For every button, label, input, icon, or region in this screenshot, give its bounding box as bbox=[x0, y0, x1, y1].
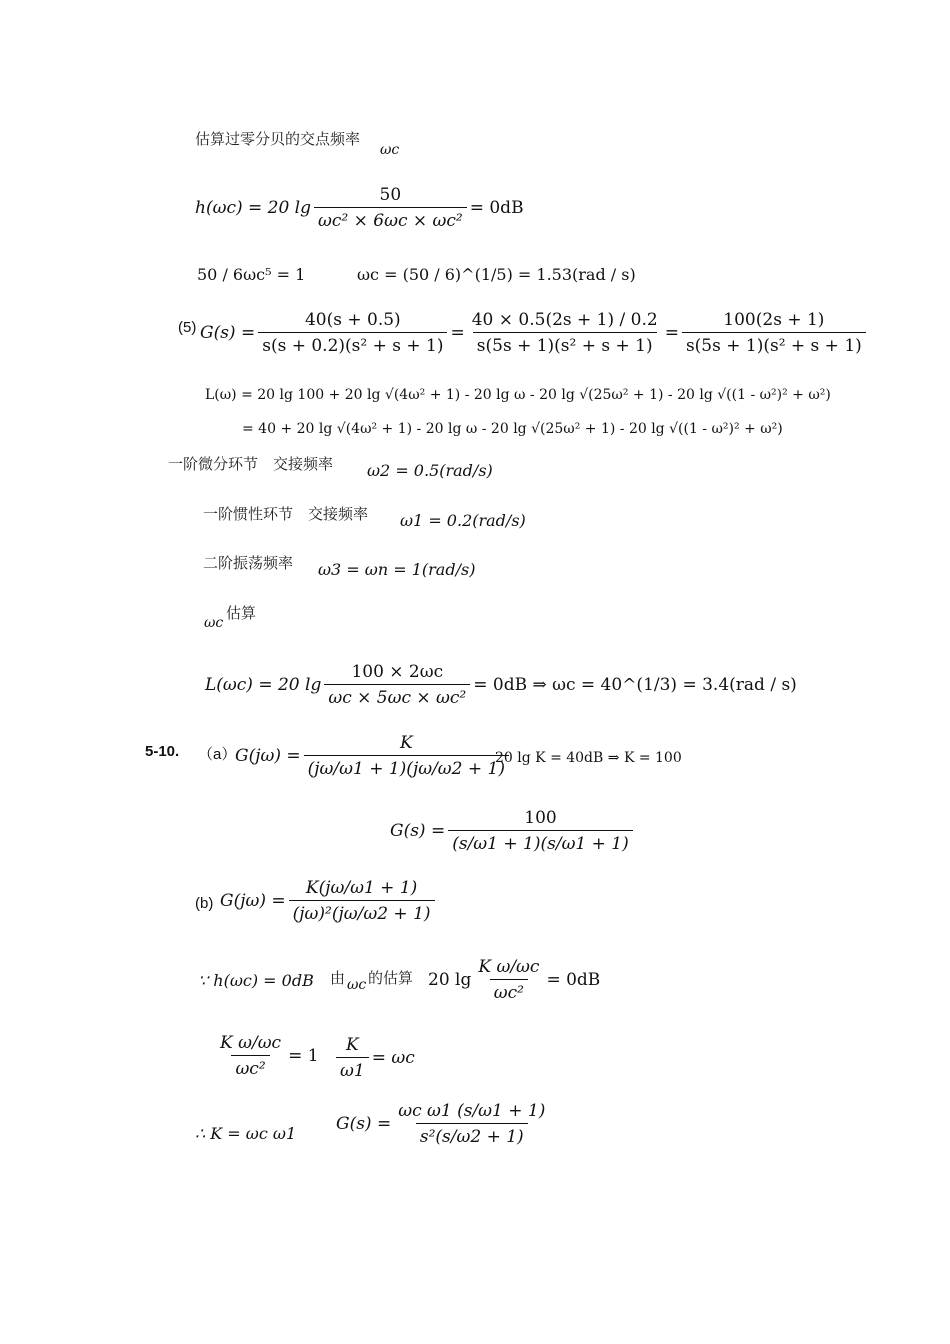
gs-a-denominator: (s/ω1 + 1)(s/ω1 + 1) bbox=[448, 830, 633, 854]
gb-numerator: K(jω/ω1 + 1) bbox=[305, 878, 418, 898]
ratio2-numerator: K ω/ωc bbox=[220, 1033, 282, 1053]
ga-numerator: K bbox=[399, 733, 413, 753]
g5-fraction-3 bbox=[682, 310, 866, 356]
lc-lhs: L(ωc) = 20 lg bbox=[205, 675, 322, 695]
h-fraction bbox=[314, 185, 467, 231]
ga-fraction bbox=[304, 733, 509, 779]
omega-1-equation: ω1 = 0.2(rad/s) bbox=[400, 511, 526, 530]
lc-fraction bbox=[324, 662, 470, 708]
gs-b-fraction bbox=[394, 1101, 549, 1147]
ratio3-fraction bbox=[336, 1035, 369, 1081]
g5-num-3: 100(2s + 1) bbox=[723, 310, 825, 330]
omega-3-equation: ω3 = ωn = 1(rad/s) bbox=[318, 560, 476, 579]
k-equation: 20 lg K = 40dB ⇒ K = 100 bbox=[495, 750, 682, 766]
est-lhs: 20 lg bbox=[428, 970, 472, 990]
omega-c-inline: ωc bbox=[347, 977, 367, 993]
gs-b-numerator: ωc ω1 (s/ω1 + 1) bbox=[398, 1101, 546, 1121]
h-rhs: = 0dB bbox=[469, 198, 524, 218]
ratio-equation: 50 / 6ωc⁵ = 1 bbox=[197, 265, 306, 284]
gb-equation bbox=[220, 878, 438, 924]
therefore-k-equation: ∴ K = ωc ω1 bbox=[195, 1124, 297, 1143]
because-h-equation: ∵ h(ωc) = 0dB bbox=[198, 971, 314, 990]
est-fraction bbox=[474, 957, 543, 1003]
est-rhs: = 0dB bbox=[546, 970, 601, 990]
crossover-heading-text: 估算过零分贝的交点频率 bbox=[195, 130, 361, 148]
l-omega-line-2: = 40 + 20 lg √(4ω² + 1) - 20 lg ω - 20 lg √(25ω² + 1) - 20 lg √((1 - ω²)² + ω²) bbox=[242, 421, 783, 437]
of-estimate-label: 的估算 bbox=[368, 969, 414, 987]
lc-denominator: ωc × 5ωc × ωc² bbox=[324, 684, 470, 708]
lc-rhs: = 0dB ⇒ ωc = 40^(1/3) = 3.4(rad / s) bbox=[473, 675, 797, 695]
gs-b-lhs: G(s) = bbox=[336, 1114, 392, 1134]
omega-2-equation: ω2 = 0.5(rad/s) bbox=[367, 461, 493, 480]
ratio3-equation bbox=[333, 1035, 415, 1081]
g5-equation bbox=[200, 310, 869, 356]
gs-b-equation bbox=[336, 1101, 552, 1147]
g5-fraction-2 bbox=[468, 310, 662, 356]
part-a-label: （a） bbox=[198, 746, 237, 763]
ratio2-denominator: ωc² bbox=[231, 1055, 269, 1079]
h-denominator: ωc² × 6ωc × ωc² bbox=[314, 207, 467, 231]
l-omega-line-1: L(ω) = 20 lg 100 + 20 lg √(4ω² + 1) - 20 lg ω - 20 lg √(25ω² + 1) - 20 lg √((1 - ω²)² + ω²) bbox=[205, 387, 831, 403]
problem-5-10-label: 5-10. bbox=[145, 743, 180, 760]
h-lhs: h(ωc) = 20 lg bbox=[195, 198, 312, 218]
ratio2-rhs: = 1 bbox=[288, 1046, 319, 1066]
gs-a-numerator: 100 bbox=[524, 808, 557, 828]
first-order-diff-label: 一阶微分环节 交接频率 bbox=[168, 455, 334, 473]
est-numerator: K ω/ωc bbox=[478, 957, 540, 977]
omega-c-estimate-symbol: ωc bbox=[204, 615, 224, 631]
ga-equation bbox=[235, 733, 512, 779]
crossover-heading bbox=[195, 128, 360, 149]
estimate-equation bbox=[428, 957, 600, 1003]
first-order-inertia-label: 一阶惯性环节 交接频率 bbox=[203, 505, 369, 523]
ga-lhs: G(jω) = bbox=[235, 746, 301, 766]
part-b-label: (b) bbox=[195, 895, 214, 912]
g5-eq-sign-2: = bbox=[664, 323, 679, 343]
g5-den-3: s(5s + 1)(s² + s + 1) bbox=[682, 332, 866, 356]
gs-a-fraction bbox=[448, 808, 633, 854]
l-omega-c-equation bbox=[205, 662, 797, 708]
g5-den-2: s(5s + 1)(s² + s + 1) bbox=[473, 332, 657, 356]
omega-c-result: ωc = (50 / 6)^(1/5) = 1.53(rad / s) bbox=[357, 265, 636, 284]
g5-num-1: 40(s + 0.5) bbox=[304, 310, 401, 330]
omega-c-symbol: ωc bbox=[380, 142, 400, 158]
ratio2-fraction bbox=[216, 1033, 285, 1079]
g5-fraction-1 bbox=[258, 310, 447, 356]
g5-den-1: s(s + 0.2)(s² + s + 1) bbox=[258, 332, 447, 356]
ratio3-rhs: = ωc bbox=[371, 1048, 415, 1068]
gs-a-equation bbox=[390, 808, 636, 854]
estimate-label: 估算 bbox=[226, 604, 257, 622]
g5-eq-sign-1: = bbox=[450, 323, 465, 343]
g5-lhs: G(s) = bbox=[200, 323, 256, 343]
gb-lhs: G(jω) = bbox=[220, 891, 286, 911]
gb-fraction bbox=[289, 878, 435, 924]
ratio2-equation bbox=[213, 1033, 319, 1079]
gb-denominator: (jω)²(jω/ω2 + 1) bbox=[289, 900, 435, 924]
est-denominator: ωc² bbox=[490, 979, 528, 1003]
by-label: 由 bbox=[330, 969, 346, 987]
second-order-label: 二阶振荡频率 bbox=[203, 554, 294, 572]
ratio3-denominator: ω1 bbox=[336, 1057, 369, 1081]
gs-a-lhs: G(s) = bbox=[390, 821, 446, 841]
h-omega-c-equation bbox=[195, 185, 524, 231]
ga-denominator: (jω/ω1 + 1)(jω/ω2 + 1) bbox=[304, 755, 509, 779]
ratio3-numerator: K bbox=[345, 1035, 359, 1055]
g5-num-2: 40 × 0.5(2s + 1) / 0.2 bbox=[471, 310, 658, 330]
gs-b-denominator: s²(s/ω2 + 1) bbox=[416, 1123, 528, 1147]
lc-numerator: 100 × 2ωc bbox=[351, 662, 444, 682]
part-5-label: (5) bbox=[178, 319, 197, 336]
h-numerator: 50 bbox=[379, 185, 402, 205]
